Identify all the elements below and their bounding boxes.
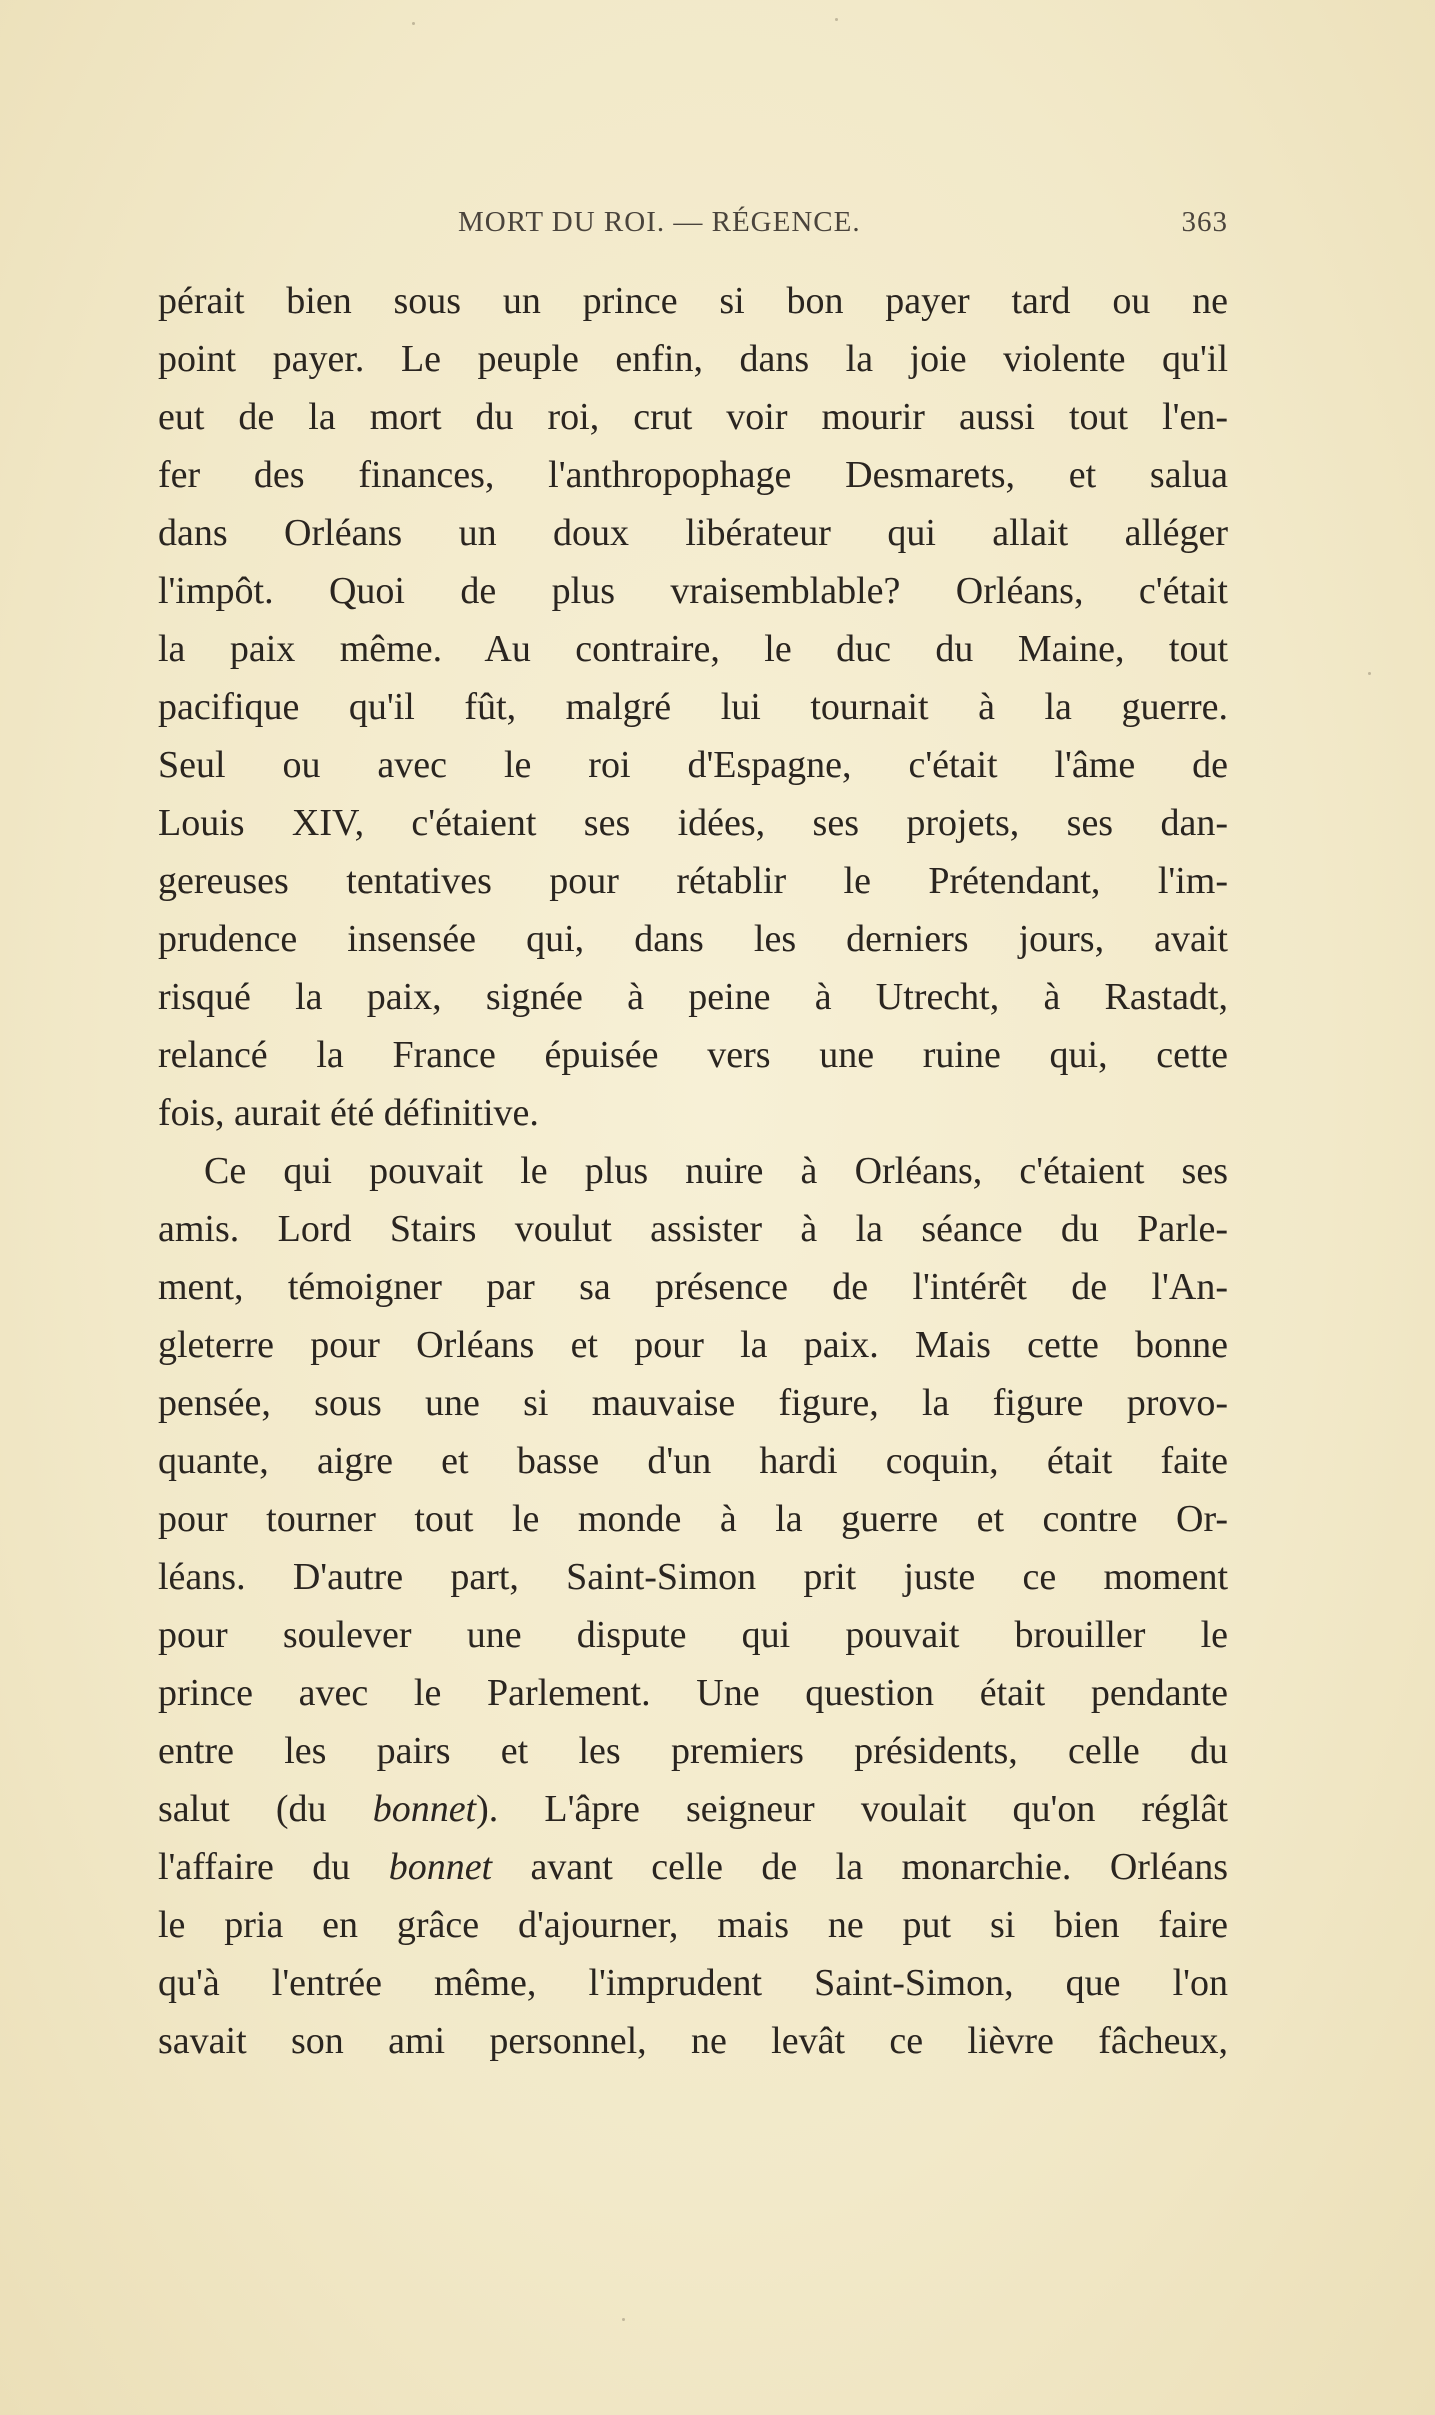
- text-line: eut de la mort du roi, crut voir mourir aussi tout l'en-: [158, 396, 1228, 438]
- text-line: l'impôt. Quoi de plus vraisemblable? Orléans, c'était: [158, 570, 1228, 612]
- text-line: relancé la France épuisée vers une ruine qui, cette: [158, 1034, 1228, 1076]
- text-line: le pria en grâce d'ajourner, mais ne put si bien faire: [158, 1904, 1228, 1946]
- text-line: prudence insensée qui, dans les derniers jours, avait: [158, 918, 1228, 960]
- page-header: [158, 206, 1228, 246]
- italic-word: bonnet: [388, 1846, 493, 1888]
- text-line: fois, aurait été définitive.: [158, 1092, 539, 1134]
- text-line: risqué la paix, signée à peine à Utrecht, à Rastadt,: [158, 976, 1228, 1018]
- text-line: pacifique qu'il fût, malgré lui tournait à la guerre.: [158, 686, 1228, 728]
- text-line: dans Orléans un doux libérateur qui allait alléger: [158, 512, 1228, 554]
- text-line: entre les pairs et les premiers présidents, celle du: [158, 1730, 1228, 1772]
- text-run: avant celle de la monarchie. Orléans: [492, 1846, 1228, 1888]
- text-line: ment, témoigner par sa présence de l'intérêt de l'An-: [158, 1266, 1228, 1308]
- paper-speck: [1368, 672, 1371, 675]
- running-title: MORT DU ROI. — RÉGENCE.: [458, 206, 861, 238]
- text-line: pérait bien sous un prince si bon payer tard ou ne: [158, 280, 1228, 322]
- text-line: pour tourner tout le monde à la guerre et contre Or-: [158, 1498, 1228, 1540]
- text-line: Louis XIV, c'étaient ses idées, ses projets, ses dan-: [158, 802, 1228, 844]
- text-line: savait son ami personnel, ne levât ce lièvre fâcheux,: [158, 2020, 1228, 2062]
- text-line: Ce qui pouvait le plus nuire à Orléans, c'étaient ses: [204, 1150, 1228, 1192]
- paper-speck: [622, 2318, 625, 2321]
- text-line: la paix même. Au contraire, le duc du Maine, tout: [158, 628, 1228, 670]
- text-line: gleterre pour Orléans et pour la paix. Mais cette bonne: [158, 1324, 1228, 1366]
- text-run: salut (du: [158, 1788, 373, 1830]
- body-text: [158, 272, 1228, 2070]
- text-line: prince avec le Parlement. Une question était pendante: [158, 1672, 1228, 1714]
- text-run: l'affaire du: [158, 1846, 389, 1888]
- text-line: amis. Lord Stairs voulut assister à la séance du Parle-: [158, 1208, 1228, 1250]
- paper-speck: [412, 22, 415, 25]
- text-line: léans. D'autre part, Saint-Simon prit juste ce moment: [158, 1556, 1228, 1598]
- page-number: 363: [1181, 206, 1228, 238]
- text-line: quante, aigre et basse d'un hardi coquin, était faite: [158, 1440, 1228, 1482]
- text-line: [158, 1838, 1228, 1896]
- text-line: gereuses tentatives pour rétablir le Prétendant, l'im-: [158, 860, 1228, 902]
- text-line: Seul ou avec le roi d'Espagne, c'était l'âme de: [158, 744, 1228, 786]
- paper-speck: [835, 18, 838, 21]
- text-line: fer des finances, l'anthropophage Desmarets, et salua: [158, 454, 1228, 496]
- text-line: qu'à l'entrée même, l'imprudent Saint-Simon, que l'on: [158, 1962, 1228, 2004]
- text-run: ). L'âpre seigneur voulait qu'on réglât: [476, 1788, 1228, 1830]
- text-line: [158, 1780, 1228, 1838]
- italic-word: bonnet: [372, 1788, 477, 1830]
- text-line: pensée, sous une si mauvaise figure, la figure provo-: [158, 1382, 1228, 1424]
- text-line: point payer. Le peuple enfin, dans la joie violente qu'il: [158, 338, 1228, 380]
- text-line: pour soulever une dispute qui pouvait brouiller le: [158, 1614, 1228, 1656]
